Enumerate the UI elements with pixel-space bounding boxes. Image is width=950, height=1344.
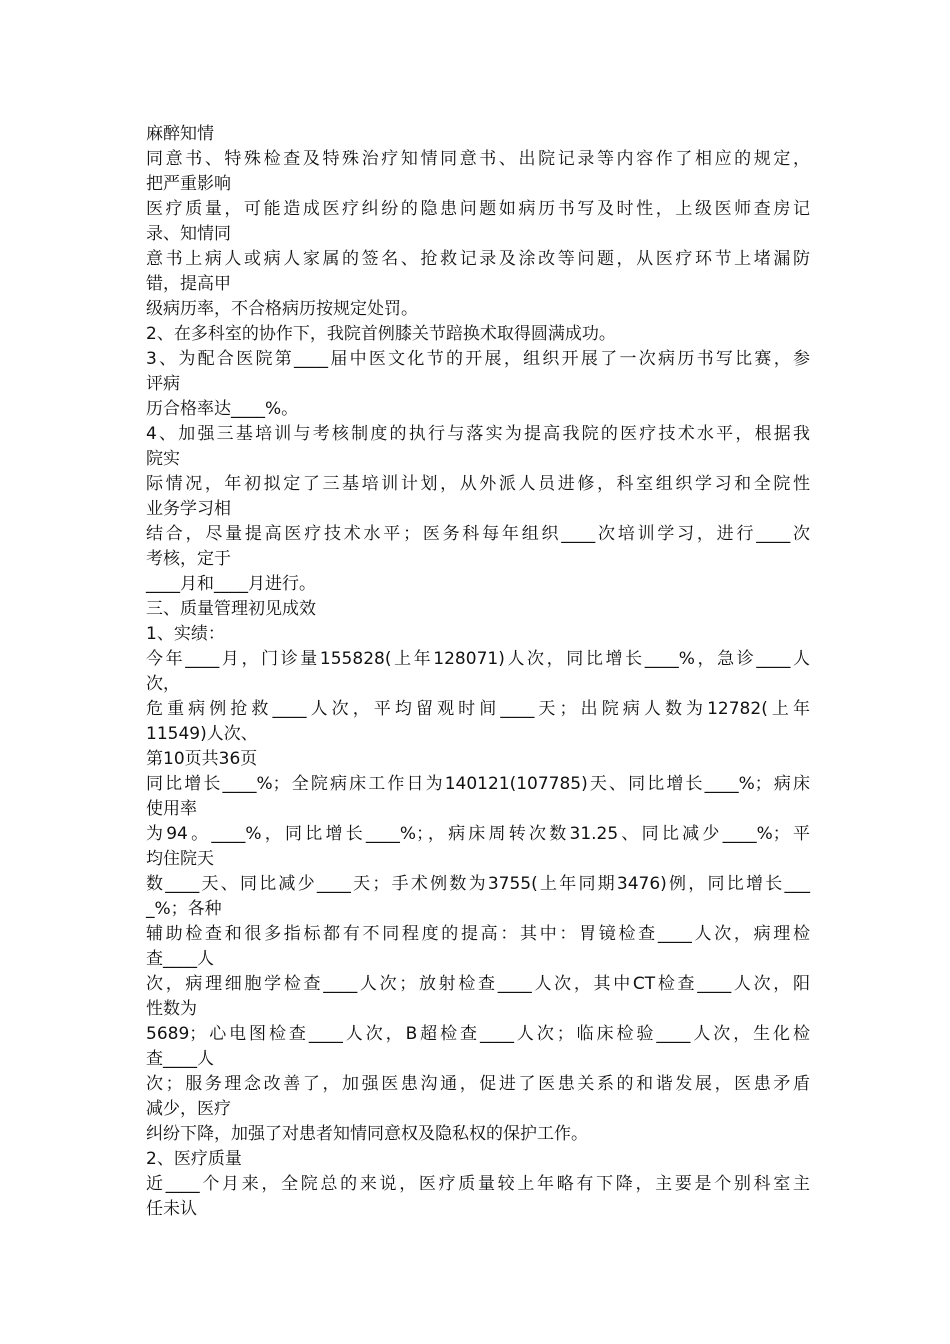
text-line: 5689；心电图检查____人次，B超检查____人次；临床检验____人次，生化检 — [146, 1024, 810, 1044]
text-line: 查____人 — [146, 1049, 214, 1069]
text-line: 11549)人次、 — [146, 724, 258, 744]
text-line: 危重病例抢救____人次，平均留观时间____天；出院病人数为12782(上年 — [146, 699, 810, 719]
section-heading: 三、质量管理初见成效 — [146, 599, 316, 619]
text-line: 使用率 — [146, 799, 197, 819]
text-line: 级病历率，不合格病历按规定处罚。 — [146, 299, 418, 319]
text-line: 结合，尽量提高医疗技术水平；医务科每年组织____次培训学习，进行____次 — [146, 524, 810, 544]
text-line: 考核，定于 — [146, 549, 231, 569]
page-number: 第10页共36页 — [146, 749, 258, 769]
text-line: 次，病理细胞学检查____人次；放射检查____人次，其中CT检查____人次，阳 — [146, 974, 810, 994]
subsection-heading: 2、医疗质量 — [146, 1149, 242, 1169]
text-line: 减少，医疗 — [146, 1099, 231, 1119]
text-line: 历合格率达____%。 — [146, 399, 299, 419]
text-line: 同比增长____%；全院病床工作日为140121(107785)天、同比增长____%；病床 — [146, 774, 810, 794]
text-line: ____月和____月进行。 — [146, 574, 316, 594]
text-line: 3、为配合医院第____届中医文化节的开展，组织开展了一次病历书写比赛，参 — [146, 349, 810, 369]
text-line: 际情况，年初拟定了三基培训计划，从外派人员进修，科室组织学习和全院性 — [146, 474, 810, 494]
text-line: 今年____月，门诊量155828(上年128071)人次，同比增长____%，急诊____人 — [146, 649, 810, 669]
text-line: 麻醉知情 — [146, 124, 214, 144]
text-line: 2、在多科室的协作下，我院首例膝关节踣换术取得圆满成功。 — [146, 324, 616, 344]
text-line: 次， — [146, 674, 180, 694]
text-line: 意书上病人或病人家属的签名、抢救记录及涂改等问题，从医疗环节上堵漏防 — [146, 249, 810, 269]
subsection-heading: 1、实绩： — [146, 624, 225, 644]
text-line: 次；服务理念改善了，加强医患沟通，促进了医患关系的和谐发展，医患矛盾 — [146, 1074, 810, 1094]
text-line: 评病 — [146, 374, 180, 394]
text-line: 业务学习相 — [146, 499, 231, 519]
text-line: 辅助检查和很多指标都有不同程度的提高：其中：胃镜检查____人次，病理检 — [146, 924, 810, 944]
text-line: 性数为 — [146, 999, 197, 1019]
text-line: 任未认 — [146, 1199, 197, 1219]
text-line: 把严重影响 — [146, 174, 231, 194]
document-body — [146, 122, 810, 1222]
text-line: 数____天、同比减少____天；手术例数为3755(上年同期3476)例，同比增长___ — [146, 874, 810, 894]
text-line: 纠纷下降，加强了对患者知情同意权及隐私权的保护工作。 — [146, 1124, 588, 1144]
text-line: 均住院天 — [146, 849, 214, 869]
text-line: 院实 — [146, 449, 180, 469]
text-line: 查____人 — [146, 949, 214, 969]
text-line: 错，提高甲 — [146, 274, 231, 294]
text-line: 为94。____%，同比增长____%；，病床周转次数31.25、同比减少____%；平 — [146, 824, 810, 844]
text-line: 录、知情同 — [146, 224, 231, 244]
text-line: _%；各种 — [146, 899, 222, 919]
text-line: 医疗质量，可能造成医疗纠纷的隐患问题如病历书写及时性，上级医师查房记 — [146, 199, 810, 219]
text-line: 近____个月来，全院总的来说，医疗质量较上年略有下降，主要是个别科室主 — [146, 1174, 810, 1194]
text-line: 同意书、特殊检查及特殊治疗知情同意书、出院记录等内容作了相应的规定， — [146, 149, 810, 169]
text-line: 4、加强三基培训与考核制度的执行与落实为提高我院的医疗技术水平，根据我 — [146, 424, 810, 444]
